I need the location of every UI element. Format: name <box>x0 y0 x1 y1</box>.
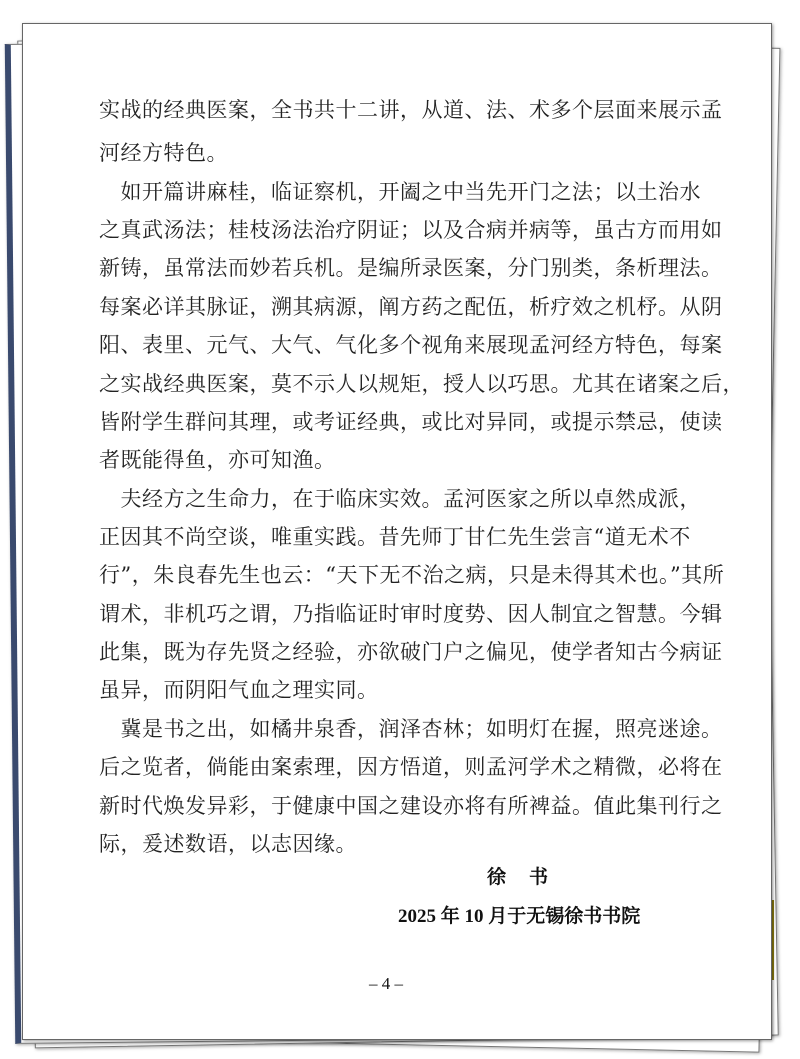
text-line: 之真武汤法；桂枝汤法治疗阴证；以及合病并病等，虽古方而用如 <box>99 218 723 242</box>
text-line: 每案必详其脉证，溯其病源，阐方药之配伍，析疗效之机杼。从阴 <box>99 295 723 319</box>
text-line: 后之览者，倘能由案索理，因方悟道，则孟河学术之精微，必将在 <box>99 755 723 779</box>
text-line: 虽异，而阴阳气血之理实同。 <box>99 678 379 702</box>
document-page <box>22 23 772 1040</box>
text-line: 此集，既为存先贤之经验，亦欲破门户之偏见，使学者知古今病证 <box>99 640 723 664</box>
text-line: 正因其不尚空谈，唯重实践。昔先师丁甘仁先生尝言“道无术不 <box>99 525 691 549</box>
text-line: 际，爰述数语，以志因缘。 <box>99 832 357 856</box>
text-line: 夫经方之生命力，在于临床实效。孟河医家之所以卓然成派， <box>99 487 701 511</box>
text-line: 实战的经典医案，全书共十二讲，从道、法、术多个层面来展示孟 <box>99 98 723 122</box>
text-line: 皆附学生群问其理，或考证经典，或比对异同，或提示禁忌，使读 <box>99 410 723 434</box>
text-line: 新铸，虽常法而妙若兵机。是编所录医案，分门别类，条析理法。 <box>99 256 723 280</box>
text-line: 行”，朱良春先生也云：“天下无不治之病，只是未得其术也。”其所 <box>99 563 725 587</box>
text-line: 冀是书之出，如橘井泉香，润泽杏林；如明灯在握，照亮迷途。 <box>99 717 723 741</box>
text-line: 阳、表里、元气、大气、气化多个视角来展现孟河经方特色，每案 <box>99 333 723 357</box>
text-line: 如开篇讲麻桂，临证察机，开阖之中当先开门之法；以土治水 <box>99 180 701 204</box>
text-line: 谓术，非机巧之谓，乃指临证时审时度势、因人制宜之智慧。今辑 <box>99 602 723 626</box>
page-number: – 4 – <box>369 974 403 993</box>
author-signature: 徐 书 <box>487 867 551 888</box>
text-line: 新时代焕发异彩，于健康中国之建设亦将有所裨益。值此集刊行之 <box>99 794 723 818</box>
text-line: 者既能得鱼，亦可知渔。 <box>99 448 336 472</box>
text-line: 之实战经典医案，莫不示人以规矩，授人以巧思。尤其在诸案之后， <box>99 372 744 396</box>
text-line: 河经方特色。 <box>99 141 228 165</box>
signature-date-place: 2025 年 10 月于无锡徐书书院 <box>398 906 641 927</box>
